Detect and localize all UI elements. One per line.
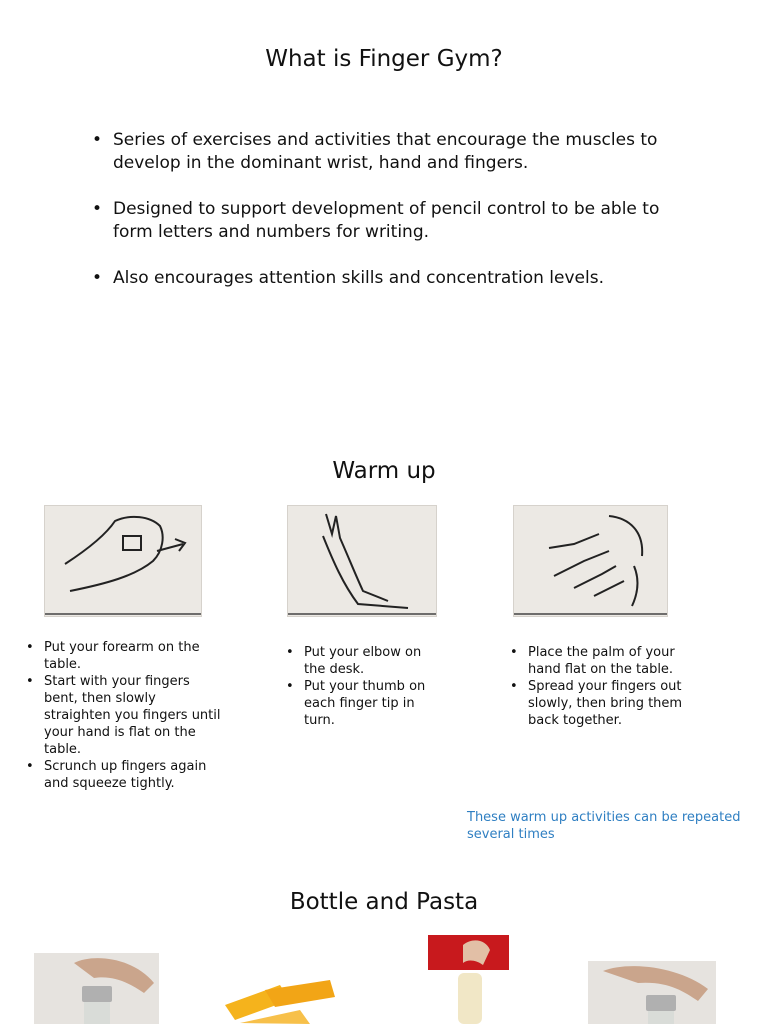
spread-fingers-drawing-image xyxy=(513,505,668,617)
warmup-title: Warm up xyxy=(332,458,436,484)
pasta-photo xyxy=(220,965,340,1024)
intro-bullet: • Designed to support development of pencil control to be able to form letters and numbers for writing. xyxy=(92,198,692,244)
warmup-repeat-note: These warm up activities can be repeated several times xyxy=(467,810,741,842)
warmup-bullet: • Spread your fingers out slowly, then bring them back together. xyxy=(510,678,690,729)
warmup-bullet: • Start with your fingers bent, then slowly straighten you fingers until your hand is flat on the table. xyxy=(26,673,226,758)
bottle-hand-icon-2 xyxy=(588,961,716,1024)
intro-bullet: • Series of exercises and activities that encourage the muscles to develop in the dominant wrist, hand and fingers. xyxy=(92,129,692,175)
bottle-pasta-title: Bottle and Pasta xyxy=(289,889,479,915)
arm-drawing-icon xyxy=(288,506,436,616)
bottle-hand-icon xyxy=(34,953,159,1024)
pasta-icon xyxy=(220,965,340,1024)
bottle-photo-2 xyxy=(428,935,509,1024)
fist-drawing-icon xyxy=(45,506,201,616)
warmup-bullet: • Put your elbow on the desk. xyxy=(286,644,446,678)
spread-hand-drawing-icon xyxy=(514,506,667,616)
warmup-bullet: • Scrunch up fingers again and squeeze tightly. xyxy=(26,758,226,792)
bottle-photo-3 xyxy=(588,961,716,1024)
warmup-card-3-bullets xyxy=(510,644,690,729)
warmup-bullet: • Place the palm of your hand flat on the table. xyxy=(510,644,690,678)
warmup-bullet: • Put your forearm on the table. xyxy=(26,639,226,673)
intro-bullet: • Also encourages attention skills and concentration levels. xyxy=(92,267,692,290)
page-title: What is Finger Gym? xyxy=(265,46,503,72)
warmup-card-2-bullets xyxy=(286,644,446,729)
fist-drawing-image xyxy=(44,505,202,617)
warmup-bullet: • Put your thumb on each finger tip in turn. xyxy=(286,678,446,729)
intro-bullet-list xyxy=(92,129,692,313)
warmup-card-1-bullets xyxy=(26,639,226,792)
bottle-photo-1 xyxy=(34,953,159,1024)
elbow-thumb-drawing-image xyxy=(287,505,437,617)
bottle-red-background-icon xyxy=(428,935,509,1024)
